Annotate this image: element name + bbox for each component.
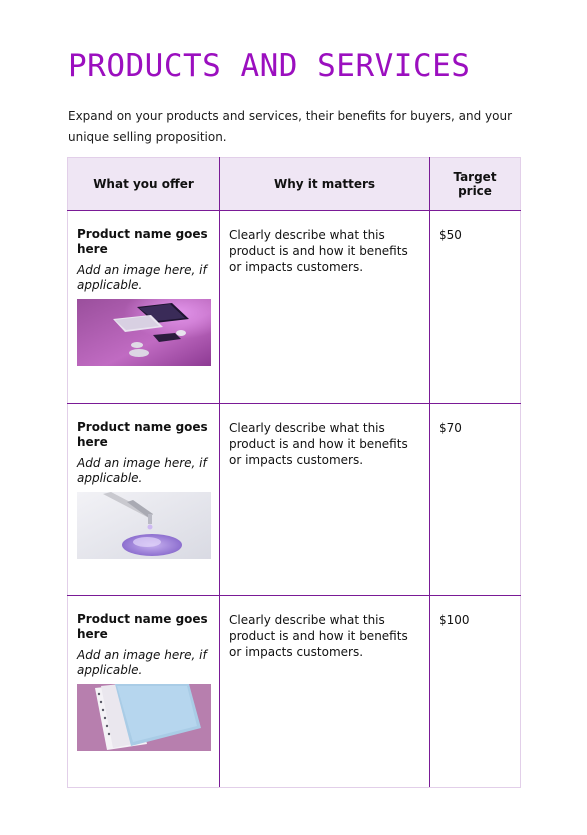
header-why-it-matters: Why it matters <box>220 158 430 211</box>
product-name[interactable]: Product name goes here <box>77 612 208 641</box>
products-table <box>67 157 521 788</box>
desk-keyboard-tablet-photo[interactable] <box>77 299 211 366</box>
table-header-row <box>68 158 521 211</box>
image-hint: Add an image here, if applicable. <box>77 263 207 292</box>
description-cell[interactable]: Clearly describe what this product is and how it benefits or impacts customers. <box>220 596 430 788</box>
intro-paragraph: Expand on your products and services, their benefits for buyers, and your unique selling proposition. <box>68 109 513 144</box>
table-row <box>68 404 521 596</box>
offer-cell <box>68 596 220 788</box>
product-name[interactable]: Product name goes here <box>77 420 208 449</box>
price-cell[interactable]: $70 <box>430 404 521 596</box>
table-row <box>68 211 521 404</box>
product-name[interactable]: Product name goes here <box>77 227 208 256</box>
offer-cell <box>68 404 220 596</box>
page-title: PRODUCTS AND SERVICES <box>68 48 471 84</box>
table-row <box>68 596 521 788</box>
header-target-price: Target price <box>430 158 521 211</box>
description-cell[interactable]: Clearly describe what this product is and how it benefits or impacts customers. <box>220 211 430 404</box>
description-cell[interactable]: Clearly describe what this product is and how it benefits or impacts customers. <box>220 404 430 596</box>
offer-cell <box>68 211 220 404</box>
image-hint: Add an image here, if applicable. <box>77 648 207 677</box>
notebooks-photo[interactable] <box>77 684 211 751</box>
dropper-gel-photo[interactable] <box>77 492 211 559</box>
price-cell[interactable]: $50 <box>430 211 521 404</box>
header-what-you-offer: What you offer <box>68 158 220 211</box>
image-hint: Add an image here, if applicable. <box>77 456 207 485</box>
price-cell[interactable]: $100 <box>430 596 521 788</box>
